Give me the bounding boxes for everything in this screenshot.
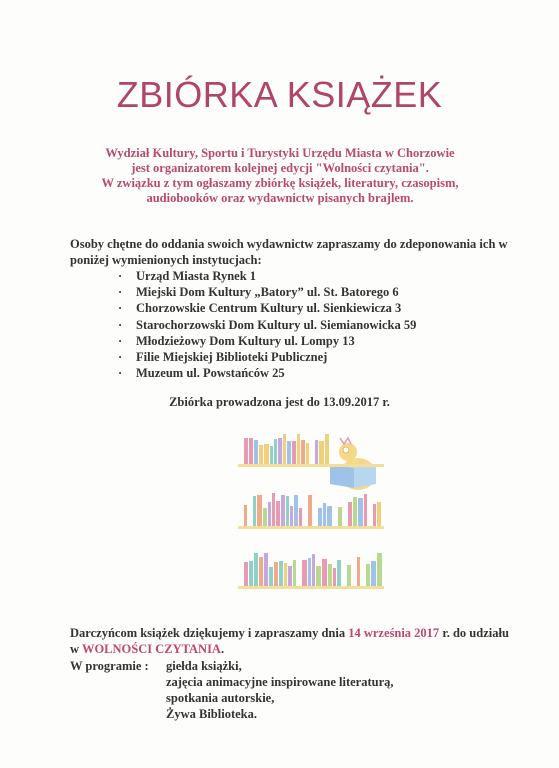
book-icon	[377, 553, 382, 586]
shelf-board	[238, 586, 384, 589]
program-items	[166, 658, 394, 722]
book-icon	[301, 440, 305, 464]
book-icon	[244, 562, 248, 586]
book-icon	[299, 508, 302, 526]
book-icon	[347, 565, 351, 586]
program-item: giełda książki,	[166, 659, 242, 673]
book-icon	[377, 502, 381, 526]
book-icon	[263, 508, 267, 526]
book-icon	[254, 440, 258, 464]
bullet-icon: ·	[118, 317, 123, 332]
book-icon	[348, 502, 352, 526]
list-item: · Muzeum ul. Powstańców 25	[118, 366, 285, 381]
book-icon	[270, 446, 273, 464]
book-icon	[292, 441, 296, 464]
book-icon	[290, 506, 293, 526]
bullet-icon: ·	[118, 301, 123, 316]
bullet-icon: ·	[118, 350, 123, 365]
book-icon	[319, 441, 324, 464]
intro-line: W związku z tym ogłaszamy zbiórkę książek, literatury, czasopism,	[101, 176, 459, 190]
bullet-icon: ·	[118, 269, 123, 283]
intro-line: audiobooków oraz wydawnictw pisanych brajlem.	[146, 191, 414, 205]
book-icon	[338, 507, 342, 526]
list-item: · Filie Miejskiej Biblioteki Publicznej	[118, 350, 328, 365]
book-icon	[322, 559, 327, 586]
book-icon	[357, 557, 360, 586]
book-icon	[293, 560, 296, 586]
book-icon	[257, 495, 262, 526]
book-icon	[294, 495, 298, 526]
book-icon	[259, 557, 263, 586]
list-item: · Urząd Miasta Rynek 1	[118, 269, 257, 283]
list-item: · Starochorzowski Dom Kultury ul. Siemianowicka 59	[118, 317, 417, 332]
book-icon	[278, 438, 282, 464]
book-icon	[244, 438, 248, 464]
intro-text	[60, 146, 500, 206]
book-icon	[279, 561, 283, 586]
intro-line: jest organizatorem kolejnej edycji "Wolności czytania".	[131, 161, 429, 175]
list-item: · Chorzowskie Centrum Kultury ul. Sienkiewicza 3	[118, 301, 402, 316]
invitation-paragraph: Osoby chętne do oddania swoich wydawnictw zapraszamy do zdeponowania ich w poniżej wymienionych instytucjach:	[70, 237, 508, 267]
book-icon	[288, 566, 292, 586]
book-icon	[308, 558, 311, 586]
book-icon	[306, 443, 309, 464]
book-icon	[259, 445, 263, 464]
book-icon	[253, 496, 256, 526]
book-icon	[264, 553, 268, 586]
program-item: spotkania autorskie,	[166, 691, 275, 705]
book-icon	[264, 444, 269, 464]
book-icon	[364, 494, 367, 526]
book-icon	[274, 439, 277, 464]
deadline-text: Zbiórka prowadzona jest do 13.09.2017 r.	[169, 395, 390, 409]
book-icon	[312, 554, 315, 586]
book-icon	[328, 564, 332, 586]
book-icon	[281, 495, 285, 526]
bullet-icon: ·	[118, 366, 123, 381]
book-icon	[373, 504, 376, 526]
intro-line: Wydział Kultury, Sportu i Turystyki Urzędu Miasta w Chorzowie	[105, 146, 455, 160]
book-icon	[283, 434, 286, 464]
book-icon	[337, 560, 341, 586]
book-icon	[249, 438, 253, 464]
book-icon	[276, 501, 280, 526]
institution-list	[118, 268, 416, 381]
book-icon	[316, 566, 321, 586]
book-icon	[297, 434, 300, 464]
book-icon	[272, 493, 275, 526]
book-icon	[323, 503, 326, 526]
book-icon	[249, 561, 253, 586]
book-icon	[274, 562, 278, 586]
event-name: WOLNOŚCI CZYTANIA	[81, 641, 221, 656]
book-icon	[318, 508, 322, 526]
book-icon	[371, 561, 376, 586]
thanks-text: Darczyńcom książek dziękujemy i zapraszamy dnia 14 września 2017 r. do udziału w WOLNOŚCI CZYTANIA.	[70, 626, 509, 656]
shelf-board	[238, 464, 384, 467]
book-icon	[254, 553, 258, 586]
book-icon	[366, 564, 370, 586]
book-icon	[287, 441, 291, 464]
book-icon	[302, 560, 307, 586]
program-label: W programie :	[70, 659, 149, 673]
bullet-icon: ·	[118, 333, 123, 348]
book-icon	[269, 567, 273, 586]
book-icon	[327, 506, 332, 526]
book-icon	[358, 498, 363, 526]
list-item: · Miejski Dom Kultury „Batory” ul. St. Batorego 6	[118, 285, 399, 300]
book-icon	[325, 434, 329, 464]
book-icon	[244, 505, 247, 526]
book-icon	[353, 497, 357, 526]
event-date: 14 września 2017	[348, 626, 440, 640]
program-item: Żywa Biblioteka.	[166, 707, 257, 721]
list-item: · Młodzieżowy Dom Kultury ul. Lompy 13	[118, 333, 355, 348]
book-icon	[315, 440, 318, 464]
book-icon	[308, 495, 312, 526]
page-title: ZBIÓRKA KSIĄŻEK	[116, 74, 443, 115]
book-icon	[284, 563, 287, 586]
book-icon	[333, 568, 336, 586]
shelf-board	[238, 526, 384, 529]
program-item: zajęcia animacyjne inspirowane literaturą,	[166, 675, 394, 689]
bookshelves-illustration	[236, 434, 386, 614]
book-icon	[268, 502, 271, 526]
bullet-icon: ·	[118, 285, 123, 300]
book-icon	[286, 496, 289, 526]
